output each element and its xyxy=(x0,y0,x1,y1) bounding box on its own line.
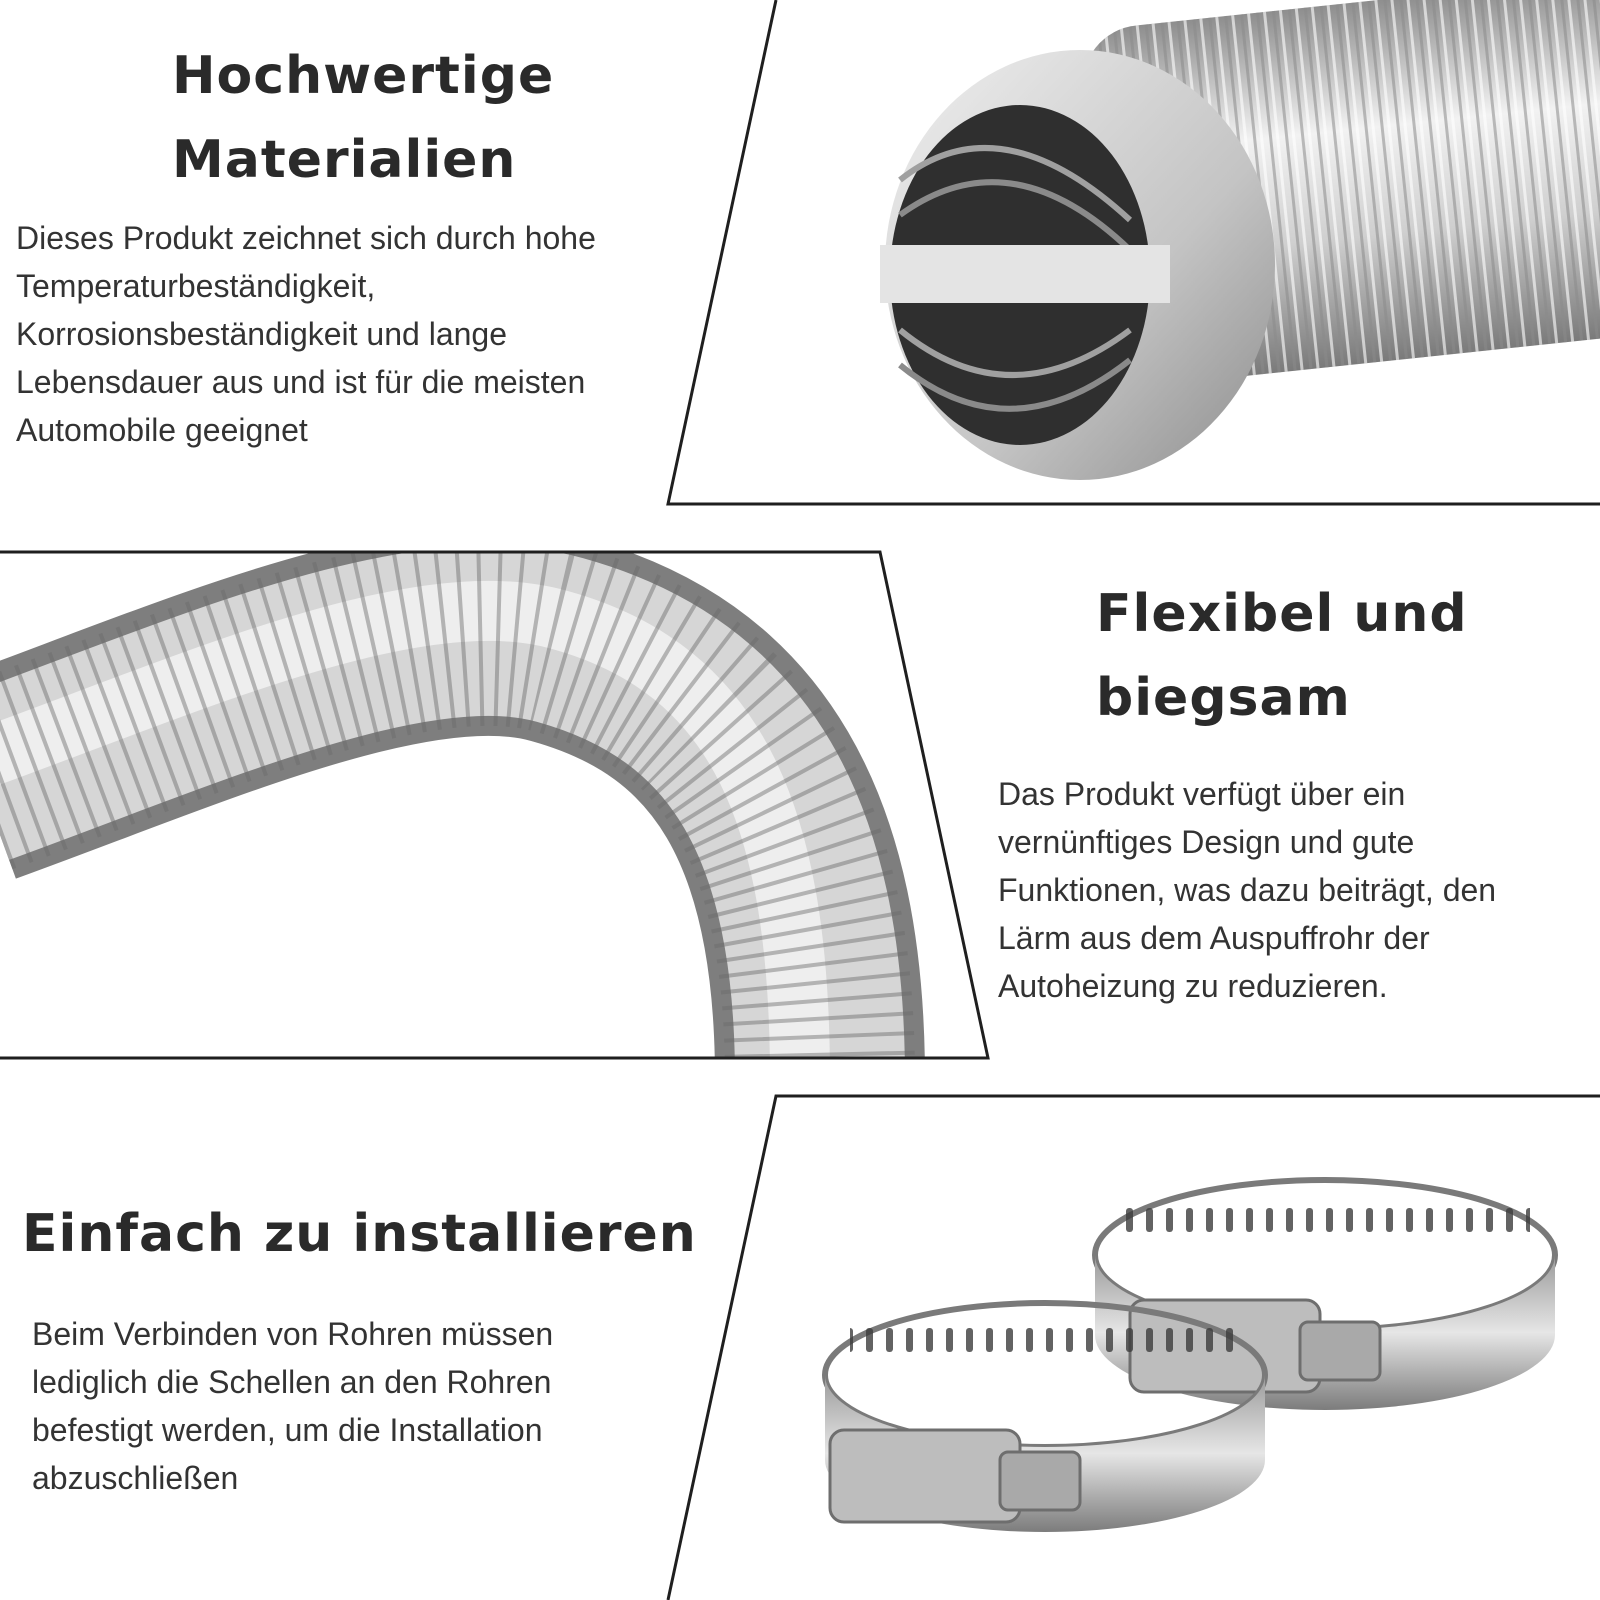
section2-body-line: Lärm aus dem Auspuffrohr der xyxy=(998,920,1430,956)
exhaust-pipe-end-cap-image xyxy=(880,0,1600,480)
section2-title xyxy=(1096,572,1468,740)
section1-title-line: Hochwertige xyxy=(172,46,555,106)
section2-body-line: Das Produkt verfügt über ein xyxy=(998,776,1406,812)
section1-title-line: Materialien xyxy=(172,130,517,190)
section1-body-line: Automobile geeignet xyxy=(16,412,308,448)
section1-title xyxy=(172,34,554,202)
section2-title-line: biegsam xyxy=(1096,668,1351,728)
section3-title-line: Einfach zu installieren xyxy=(22,1204,697,1264)
section1-body-line: Lebensdauer aus und ist für die meisten xyxy=(16,364,586,400)
section2-body-line: Funktionen, was dazu beiträgt, den xyxy=(998,872,1497,908)
hose-clamps-image xyxy=(825,1180,1555,1532)
section3-body-line: abzuschließen xyxy=(32,1460,239,1496)
section3-body xyxy=(32,1310,553,1502)
section1-body-line: Temperaturbeständigkeit, xyxy=(16,268,376,304)
frame-top-right xyxy=(668,0,1600,504)
section3-body-line: befestigt werden, um die Installation xyxy=(32,1412,543,1448)
section1-body-line: Korrosionsbeständigkeit und lange xyxy=(16,316,507,352)
section2-body xyxy=(998,770,1496,1010)
section2-title-line: Flexibel und xyxy=(1096,584,1468,644)
section1-body-line: Dieses Produkt zeichnet sich durch hohe xyxy=(16,220,596,256)
section3-body-line: lediglich die Schellen an den Rohren xyxy=(32,1364,552,1400)
frame-middle-left xyxy=(0,552,988,1080)
section1-body xyxy=(16,214,596,454)
section3-body-line: Beim Verbinden von Rohren müssen xyxy=(32,1316,554,1352)
section3-title xyxy=(22,1192,697,1276)
flexible-corrugated-pipe-image xyxy=(0,611,820,1080)
section2-body-line: vernünftiges Design und gute xyxy=(998,824,1415,860)
section2-body-line: Autoheizung zu reduzieren. xyxy=(998,968,1388,1004)
frame-bottom-right xyxy=(668,1096,1600,1600)
